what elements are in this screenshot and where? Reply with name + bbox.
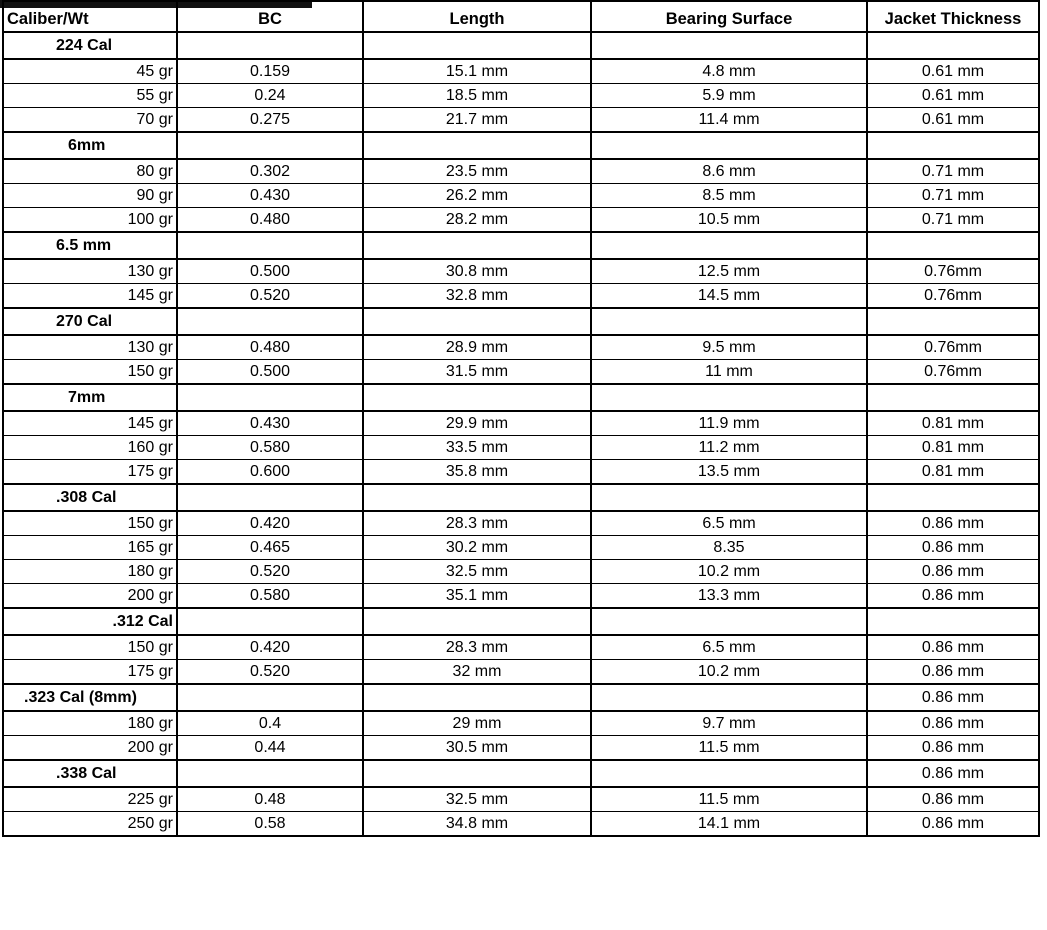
header-length: Length bbox=[363, 1, 591, 32]
caliber-jacket-thickness bbox=[867, 484, 1039, 511]
header-bearing-surface: Bearing Surface bbox=[591, 1, 867, 32]
cell-bc: 0.465 bbox=[177, 536, 363, 560]
cell-jacket-thickness: 0.86 mm bbox=[867, 536, 1039, 560]
cell-weight: 225 gr bbox=[3, 787, 177, 812]
cell-bearing-surface: 5.9 mm bbox=[591, 84, 867, 108]
table-row bbox=[3, 736, 1039, 761]
cell-length: 32.5 mm bbox=[363, 787, 591, 812]
empty-cell bbox=[591, 484, 867, 511]
cell-jacket-thickness: 0.81 mm bbox=[867, 436, 1039, 460]
cell-length: 34.8 mm bbox=[363, 812, 591, 837]
empty-cell bbox=[177, 32, 363, 59]
empty-cell bbox=[591, 308, 867, 335]
caliber-row bbox=[3, 232, 1039, 259]
caliber-row bbox=[3, 760, 1039, 787]
cell-weight: 145 gr bbox=[3, 411, 177, 436]
cell-weight: 145 gr bbox=[3, 284, 177, 309]
empty-cell bbox=[177, 308, 363, 335]
cell-bc: 0.275 bbox=[177, 108, 363, 133]
empty-cell bbox=[591, 384, 867, 411]
cell-weight: 130 gr bbox=[3, 335, 177, 360]
cell-length: 23.5 mm bbox=[363, 159, 591, 184]
caliber-name: .308 Cal bbox=[3, 484, 177, 511]
cell-length: 18.5 mm bbox=[363, 84, 591, 108]
caliber-name: .323 Cal (8mm) bbox=[3, 684, 177, 711]
cell-jacket-thickness: 0.86 mm bbox=[867, 711, 1039, 736]
caliber-row bbox=[3, 684, 1039, 711]
cell-jacket-thickness: 0.76mm bbox=[867, 360, 1039, 385]
table-row bbox=[3, 360, 1039, 385]
caliber-jacket-thickness bbox=[867, 132, 1039, 159]
cell-length: 29.9 mm bbox=[363, 411, 591, 436]
caliber-name: 6.5 mm bbox=[3, 232, 177, 259]
empty-cell bbox=[591, 32, 867, 59]
caliber-name: 224 Cal bbox=[3, 32, 177, 59]
cell-weight: 200 gr bbox=[3, 736, 177, 761]
caliber-row bbox=[3, 384, 1039, 411]
cell-weight: 250 gr bbox=[3, 812, 177, 837]
cell-weight: 100 gr bbox=[3, 208, 177, 233]
cell-bc: 0.159 bbox=[177, 59, 363, 84]
cell-weight: 45 gr bbox=[3, 59, 177, 84]
cell-jacket-thickness: 0.86 mm bbox=[867, 736, 1039, 761]
bullet-spec-sheet bbox=[2, 0, 1038, 837]
empty-cell bbox=[363, 232, 591, 259]
cell-bc: 0.58 bbox=[177, 812, 363, 837]
cell-bc: 0.420 bbox=[177, 511, 363, 536]
cell-bearing-surface: 9.5 mm bbox=[591, 335, 867, 360]
caliber-jacket-thickness bbox=[867, 308, 1039, 335]
cell-length: 30.2 mm bbox=[363, 536, 591, 560]
caliber-row bbox=[3, 608, 1039, 635]
cell-bc: 0.48 bbox=[177, 787, 363, 812]
cell-weight: 165 gr bbox=[3, 536, 177, 560]
table-row bbox=[3, 259, 1039, 284]
cell-length: 32.5 mm bbox=[363, 560, 591, 584]
table-row bbox=[3, 812, 1039, 837]
caliber-jacket-thickness: 0.86 mm bbox=[867, 760, 1039, 787]
cell-length: 28.3 mm bbox=[363, 511, 591, 536]
cell-bearing-surface: 6.5 mm bbox=[591, 635, 867, 660]
empty-cell bbox=[177, 384, 363, 411]
cell-jacket-thickness: 0.86 mm bbox=[867, 812, 1039, 837]
header-row bbox=[3, 1, 1039, 32]
cell-bearing-surface: 14.5 mm bbox=[591, 284, 867, 309]
cell-bc: 0.500 bbox=[177, 259, 363, 284]
cell-weight: 80 gr bbox=[3, 159, 177, 184]
empty-cell bbox=[177, 232, 363, 259]
cell-bearing-surface: 11.2 mm bbox=[591, 436, 867, 460]
cell-jacket-thickness: 0.86 mm bbox=[867, 635, 1039, 660]
cell-weight: 55 gr bbox=[3, 84, 177, 108]
cell-weight: 160 gr bbox=[3, 436, 177, 460]
empty-cell bbox=[177, 484, 363, 511]
cell-length: 32 mm bbox=[363, 660, 591, 685]
cell-length: 29 mm bbox=[363, 711, 591, 736]
cell-jacket-thickness: 0.86 mm bbox=[867, 560, 1039, 584]
cell-jacket-thickness: 0.61 mm bbox=[867, 59, 1039, 84]
cell-weight: 90 gr bbox=[3, 184, 177, 208]
cell-jacket-thickness: 0.76mm bbox=[867, 284, 1039, 309]
cell-weight: 130 gr bbox=[3, 259, 177, 284]
cell-bc: 0.500 bbox=[177, 360, 363, 385]
table-row bbox=[3, 208, 1039, 233]
cell-weight: 175 gr bbox=[3, 660, 177, 685]
cell-bearing-surface: 13.3 mm bbox=[591, 584, 867, 609]
caliber-jacket-thickness: 0.86 mm bbox=[867, 684, 1039, 711]
table-row bbox=[3, 436, 1039, 460]
caliber-row bbox=[3, 32, 1039, 59]
cell-bc: 0.302 bbox=[177, 159, 363, 184]
cell-bc: 0.580 bbox=[177, 584, 363, 609]
table-row bbox=[3, 787, 1039, 812]
table-row bbox=[3, 536, 1039, 560]
caliber-jacket-thickness bbox=[867, 232, 1039, 259]
cell-jacket-thickness: 0.81 mm bbox=[867, 411, 1039, 436]
header-bc: BC bbox=[177, 1, 363, 32]
cell-weight: 180 gr bbox=[3, 560, 177, 584]
cell-bearing-surface: 8.5 mm bbox=[591, 184, 867, 208]
cell-length: 26.2 mm bbox=[363, 184, 591, 208]
table-row bbox=[3, 460, 1039, 485]
cell-bc: 0.420 bbox=[177, 635, 363, 660]
table-row bbox=[3, 184, 1039, 208]
cell-bearing-surface: 6.5 mm bbox=[591, 511, 867, 536]
empty-cell bbox=[591, 132, 867, 159]
cell-length: 31.5 mm bbox=[363, 360, 591, 385]
cell-bc: 0.4 bbox=[177, 711, 363, 736]
cell-jacket-thickness: 0.71 mm bbox=[867, 184, 1039, 208]
empty-cell bbox=[363, 608, 591, 635]
cell-length: 28.9 mm bbox=[363, 335, 591, 360]
caliber-row bbox=[3, 132, 1039, 159]
empty-cell bbox=[363, 32, 591, 59]
cell-length: 35.1 mm bbox=[363, 584, 591, 609]
empty-cell bbox=[363, 132, 591, 159]
table-row bbox=[3, 284, 1039, 309]
caliber-jacket-thickness bbox=[867, 384, 1039, 411]
table-row bbox=[3, 511, 1039, 536]
table-row bbox=[3, 159, 1039, 184]
empty-cell bbox=[591, 232, 867, 259]
cell-bc: 0.24 bbox=[177, 84, 363, 108]
cell-bearing-surface: 10.2 mm bbox=[591, 560, 867, 584]
table-row bbox=[3, 660, 1039, 685]
cell-bearing-surface: 11.5 mm bbox=[591, 787, 867, 812]
cell-bc: 0.480 bbox=[177, 208, 363, 233]
cell-jacket-thickness: 0.81 mm bbox=[867, 460, 1039, 485]
cell-bearing-surface: 8.35 bbox=[591, 536, 867, 560]
cell-bearing-surface: 10.2 mm bbox=[591, 660, 867, 685]
cell-weight: 150 gr bbox=[3, 635, 177, 660]
header-caliber-wt: Caliber/Wt bbox=[3, 1, 177, 32]
caliber-name: 270 Cal bbox=[3, 308, 177, 335]
empty-cell bbox=[591, 684, 867, 711]
cell-length: 21.7 mm bbox=[363, 108, 591, 133]
caliber-name: .312 Cal bbox=[3, 608, 177, 635]
cell-jacket-thickness: 0.86 mm bbox=[867, 511, 1039, 536]
cell-jacket-thickness: 0.86 mm bbox=[867, 584, 1039, 609]
table-row bbox=[3, 411, 1039, 436]
cell-weight: 175 gr bbox=[3, 460, 177, 485]
cell-length: 28.2 mm bbox=[363, 208, 591, 233]
header-jacket-thickness: Jacket Thickness bbox=[867, 1, 1039, 32]
cell-bc: 0.480 bbox=[177, 335, 363, 360]
table-row bbox=[3, 560, 1039, 584]
empty-cell bbox=[363, 484, 591, 511]
cell-bearing-surface: 11 mm bbox=[591, 360, 867, 385]
cell-length: 30.5 mm bbox=[363, 736, 591, 761]
cell-length: 30.8 mm bbox=[363, 259, 591, 284]
table-row bbox=[3, 711, 1039, 736]
empty-cell bbox=[363, 308, 591, 335]
cell-bearing-surface: 8.6 mm bbox=[591, 159, 867, 184]
cell-bc: 0.44 bbox=[177, 736, 363, 761]
table-row bbox=[3, 635, 1039, 660]
cell-weight: 150 gr bbox=[3, 511, 177, 536]
caliber-name: 7mm bbox=[3, 384, 177, 411]
cell-length: 33.5 mm bbox=[363, 436, 591, 460]
cell-length: 32.8 mm bbox=[363, 284, 591, 309]
table-row bbox=[3, 59, 1039, 84]
cell-bc: 0.520 bbox=[177, 660, 363, 685]
cell-weight: 180 gr bbox=[3, 711, 177, 736]
cell-bearing-surface: 14.1 mm bbox=[591, 812, 867, 837]
cell-bearing-surface: 11.9 mm bbox=[591, 411, 867, 436]
caliber-name: 6mm bbox=[3, 132, 177, 159]
empty-cell bbox=[591, 760, 867, 787]
cell-weight: 70 gr bbox=[3, 108, 177, 133]
empty-cell bbox=[177, 684, 363, 711]
empty-cell bbox=[177, 132, 363, 159]
cell-length: 28.3 mm bbox=[363, 635, 591, 660]
table-row bbox=[3, 84, 1039, 108]
empty-cell bbox=[591, 608, 867, 635]
caliber-jacket-thickness bbox=[867, 608, 1039, 635]
cell-jacket-thickness: 0.61 mm bbox=[867, 84, 1039, 108]
caliber-jacket-thickness bbox=[867, 32, 1039, 59]
cell-bc: 0.430 bbox=[177, 184, 363, 208]
cell-bc: 0.580 bbox=[177, 436, 363, 460]
cell-jacket-thickness: 0.61 mm bbox=[867, 108, 1039, 133]
cell-jacket-thickness: 0.71 mm bbox=[867, 159, 1039, 184]
cell-bearing-surface: 9.7 mm bbox=[591, 711, 867, 736]
cell-bearing-surface: 11.5 mm bbox=[591, 736, 867, 761]
caliber-row bbox=[3, 484, 1039, 511]
cell-jacket-thickness: 0.86 mm bbox=[867, 660, 1039, 685]
empty-cell bbox=[177, 608, 363, 635]
cell-bc: 0.520 bbox=[177, 560, 363, 584]
cell-bearing-surface: 4.8 mm bbox=[591, 59, 867, 84]
cell-length: 15.1 mm bbox=[363, 59, 591, 84]
table-row bbox=[3, 335, 1039, 360]
table-row bbox=[3, 584, 1039, 609]
cell-weight: 150 gr bbox=[3, 360, 177, 385]
cell-bearing-surface: 11.4 mm bbox=[591, 108, 867, 133]
cell-length: 35.8 mm bbox=[363, 460, 591, 485]
bullet-spec-table bbox=[2, 0, 1040, 837]
cell-bearing-surface: 13.5 mm bbox=[591, 460, 867, 485]
cell-bc: 0.520 bbox=[177, 284, 363, 309]
caliber-row bbox=[3, 308, 1039, 335]
cell-weight: 200 gr bbox=[3, 584, 177, 609]
cell-bearing-surface: 12.5 mm bbox=[591, 259, 867, 284]
empty-cell bbox=[363, 684, 591, 711]
cell-jacket-thickness: 0.76mm bbox=[867, 259, 1039, 284]
cell-bc: 0.430 bbox=[177, 411, 363, 436]
cell-jacket-thickness: 0.76mm bbox=[867, 335, 1039, 360]
empty-cell bbox=[363, 760, 591, 787]
cell-bearing-surface: 10.5 mm bbox=[591, 208, 867, 233]
cell-jacket-thickness: 0.86 mm bbox=[867, 787, 1039, 812]
cell-bc: 0.600 bbox=[177, 460, 363, 485]
caliber-name: .338 Cal bbox=[3, 760, 177, 787]
empty-cell bbox=[363, 384, 591, 411]
table-row bbox=[3, 108, 1039, 133]
empty-cell bbox=[177, 760, 363, 787]
cell-jacket-thickness: 0.71 mm bbox=[867, 208, 1039, 233]
